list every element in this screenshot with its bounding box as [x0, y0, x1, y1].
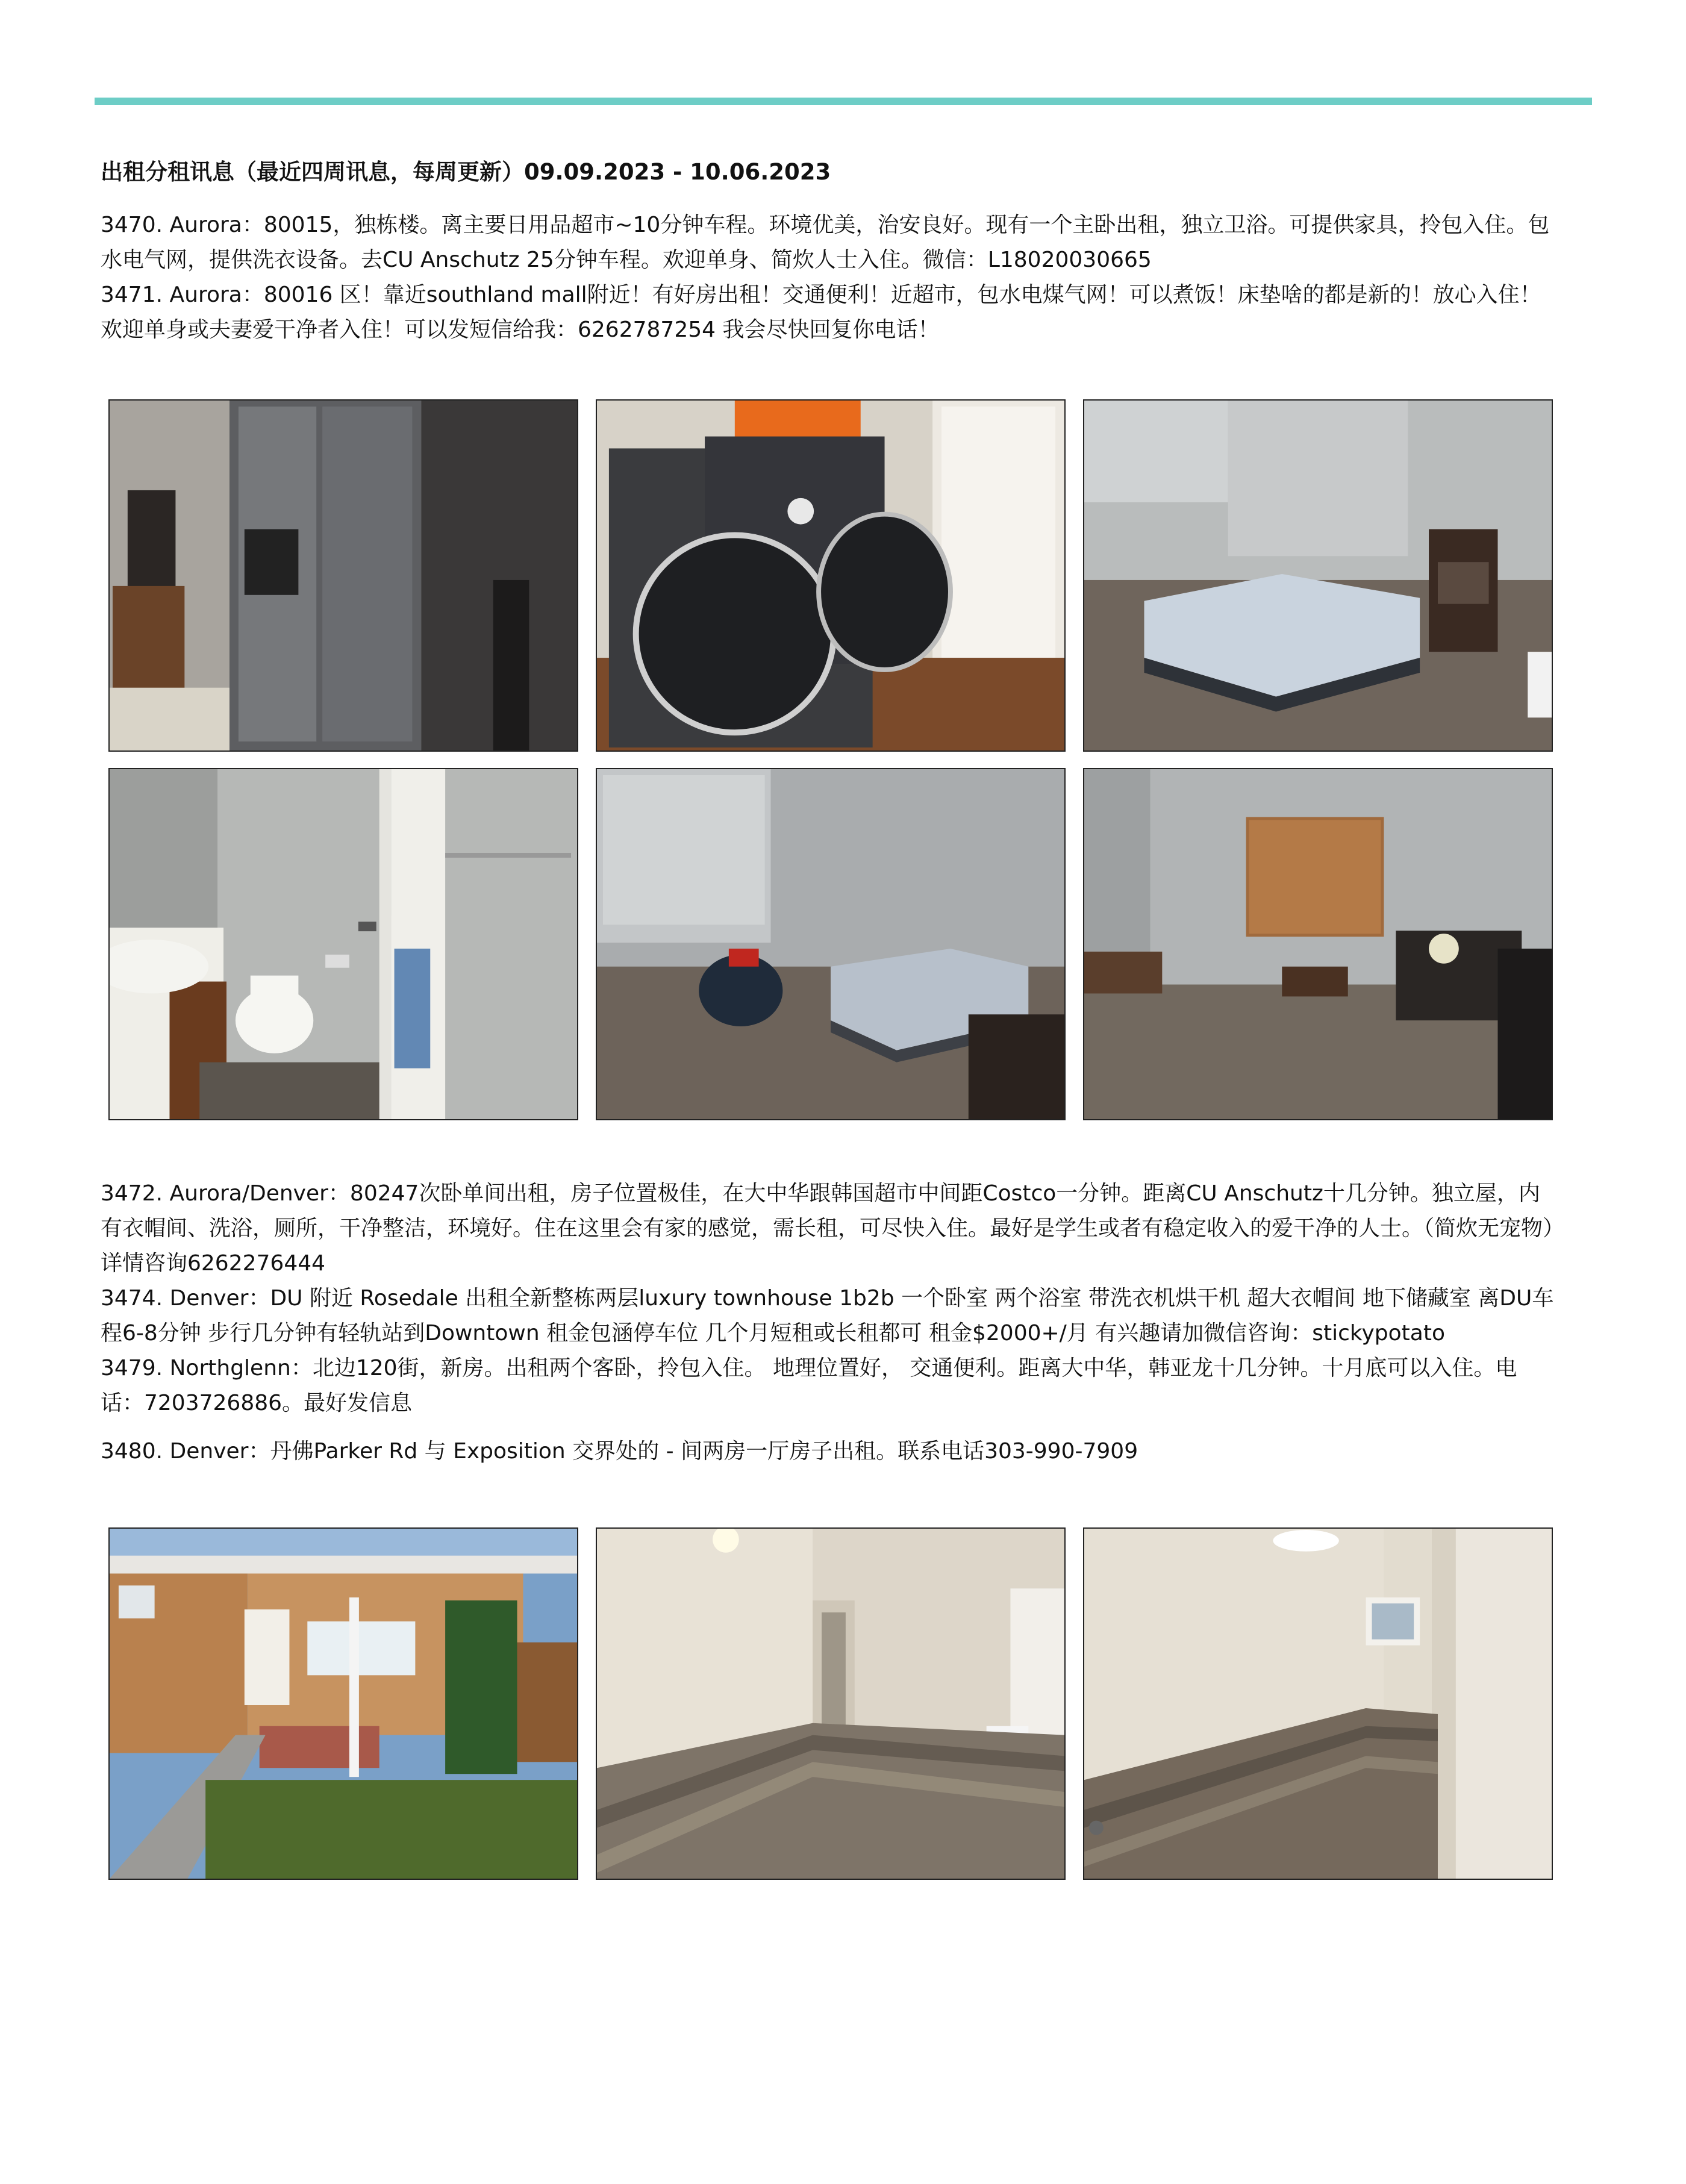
listing-3480: 3480. Denver：丹佛Parker Rd 与 Exposition 交界处的 - 间两房一厅房子出租。联系电话303-990-7909 — [101, 1439, 1138, 1464]
listing-3479: 3479. Northglenn：北边120街，新房。出租两个客卧，拎包入住。 地理位置好， 交通便利。距离大中华，韩亚龙十几分钟。十月底可以入住。电话：7203726886。最好发信息 — [101, 1356, 1517, 1415]
photo-grid-b — [108, 1527, 1553, 1880]
listing-3471: 3471. Aurora：80016 区！靠近southland mall附近！有好房出租！交通便利！近超市，包水电煤气网！可以煮饭！床垫啥的都是新的！放心入住！欢迎单身或夫妻爱干净者入住！可以发短信给我：6262787254 我会尽快回复你电话！ — [101, 282, 1541, 342]
listing-3470: 3470. Aurora：80015，独栋楼。离主要日用品超市~10分钟车程。环境优美，治安良好。现有一个主卧出租，独立卫浴。可提供家具，拎包入住。包水电气网，提供洗衣设备。去CU Anschutz 25分钟车程。欢迎单身、简炊人士入住。微信：L18020030665 — [101, 213, 1550, 272]
house-exterior-photo — [108, 1527, 578, 1880]
listing-3472: 3472. Aurora/Denver：80247次卧单间出租，房子位置极佳，在大中华跟韩国超市中间距Costco一分钟。距离CU Anschutz十几分钟。独立屋，内有衣帽间、洗浴，厕所，干净整洁，环境好。住在这里会有家的感觉，需长租，可尽快入住。最好是学生或者有稳定收入的爱干净的人士。（简炊无宠物）详情咨询6262276444 — [101, 1181, 1554, 1276]
page-title: 出租分租讯息（最近四周讯息，每周更新）09.09.2023 - 10.06.2023 — [101, 159, 831, 185]
empty-bedroom-photo — [1083, 1527, 1553, 1880]
washer-dryer-photo — [596, 399, 1066, 752]
living-room-photo — [1083, 768, 1553, 1120]
bedroom-bed-photo — [1083, 399, 1553, 752]
empty-room-hallway-photo — [596, 1527, 1066, 1880]
listing-3474: 3474. Denver：DU 附近 Rosedale 出租全新整栋两层luxury townhouse 1b2b 一个卧室 两个浴室 带洗衣机烘干机 超大衣帽间 地下储藏室 离DU车程6-8分钟 步行几分钟有轻轨站到Downtown 租金包涵停车位 几个月短租或长租都可 租金$2000+/月 有兴趣请加微信咨询：stickypotato — [101, 1286, 1554, 1346]
bedroom-beanbag-photo — [596, 768, 1066, 1120]
header-accent-rule — [95, 98, 1592, 105]
refrigerator-photo — [108, 399, 578, 752]
listings-block-top — [101, 208, 1558, 348]
listings-block-middle — [101, 1176, 1558, 1469]
photo-grid-a — [108, 399, 1553, 1120]
bathroom-photo — [108, 768, 578, 1120]
